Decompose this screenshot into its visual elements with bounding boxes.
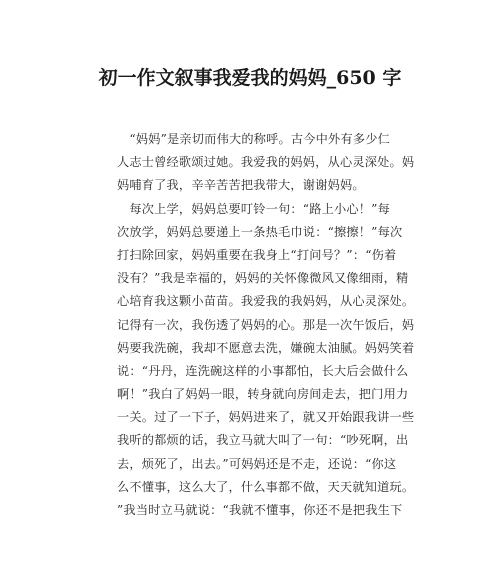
text-line: 妈要我洗碗，我却不愿意去洗，嫌碗太油腻。妈妈笑着 [117, 340, 415, 355]
text-line: 每次上学，妈妈总要叮铃一句：“路上小心！”每 [117, 201, 390, 216]
text-line: 打扫除回家，妈妈重要在我身上“打问号？”：“伤着 [117, 247, 397, 262]
text-line: 么不懂事，这么大了，什么事都不做，天天就知道玩。 [117, 479, 415, 494]
text-line: 去，烦死了，出去。”可妈妈还是不走，还说：“你这 [117, 456, 397, 471]
document-title: 初一作文叙事我爱我的妈妈_650 字 [98, 67, 402, 89]
text-line: 妈哺育了我，辛辛苦苦把我带大，谢谢妈妈。 [117, 178, 365, 193]
text-line: 一关。过了一下子，妈妈进来了，就又开始跟我讲一些 [117, 410, 415, 425]
text-line: 记得有一次，我伤透了妈妈的心。那是一次午饭后，妈 [117, 317, 415, 332]
text-line: 没有？”我是幸福的，妈妈的关怀像微风又像细雨，精 [117, 271, 409, 286]
text-line: 我听的都烦的话，我立马就大叫了一句：“吵死啊，出 [117, 433, 409, 448]
text-line: 次放学，妈妈总要递上一条热毛巾说：“擦擦！”每次 [117, 224, 403, 239]
essay-body [117, 128, 417, 522]
text-line: 心培育我这颗小苗苗。我爱我的我妈妈，从心灵深处。 [117, 294, 415, 309]
text-line: 说：“丹丹，连洗碗这样的小事都怕，长大后会做什么 [117, 363, 409, 378]
text-line: 啊！”我白了妈妈一眼，转身就向房间走去，把门用力 [117, 387, 409, 402]
text-line: “妈妈”是亲切而伟大的称呼。古今中外有多少仁 [117, 132, 390, 146]
text-line: 人志士曾经歌颂过她。我爱我的妈妈，从心灵深处。妈 [117, 155, 415, 170]
text-line: ”我当时立马就说：“我就不懂事，你还不是把我生下 [117, 503, 403, 517]
